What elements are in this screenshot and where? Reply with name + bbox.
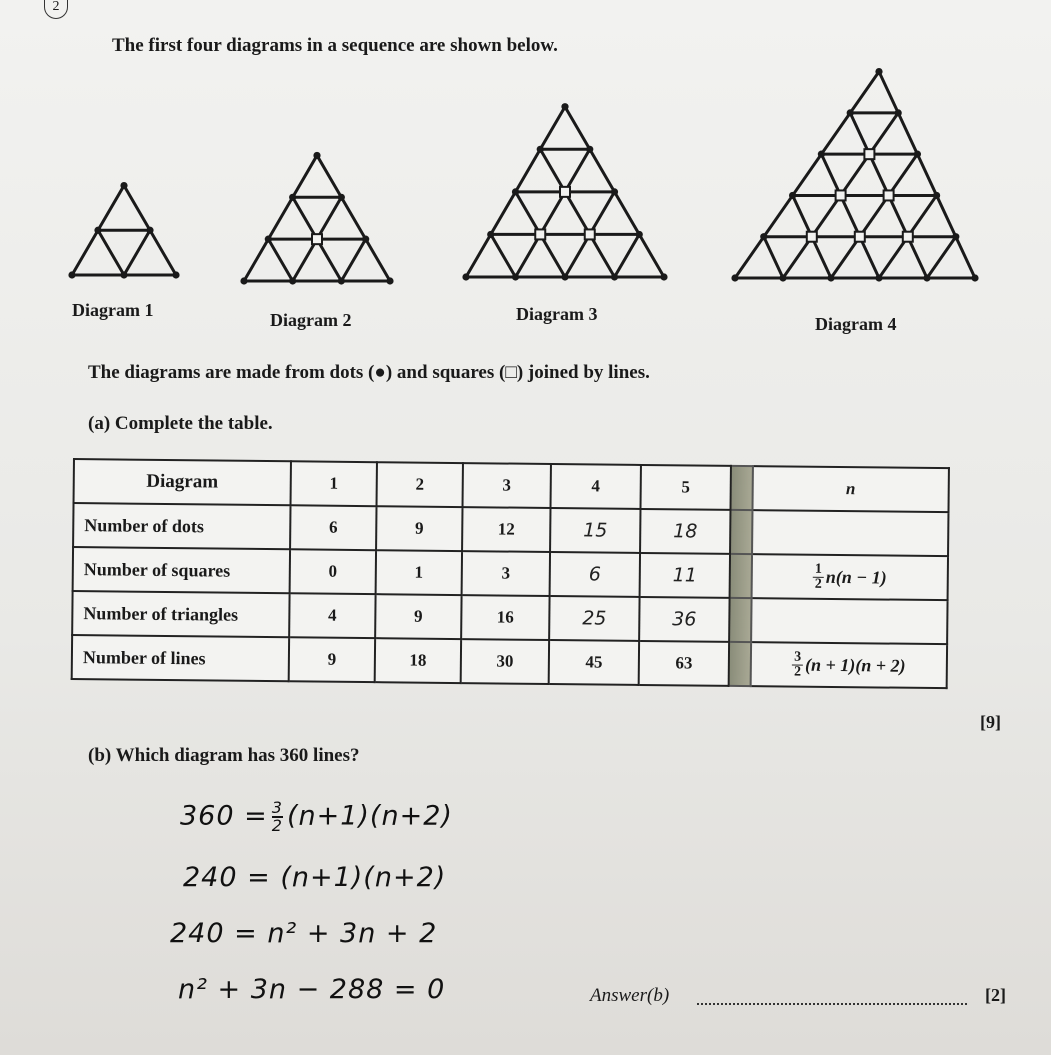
cell: 63 (639, 641, 729, 686)
lattice-line (268, 239, 292, 281)
lattice-line (516, 149, 541, 192)
sequence-diagrams (0, 0, 1051, 340)
dot (68, 271, 75, 278)
lattice-line (565, 107, 590, 150)
square (560, 187, 570, 197)
diagram-3-label: Diagram 3 (516, 304, 598, 324)
answer-input-line[interactable] (697, 1003, 967, 1005)
lattice-line (516, 234, 541, 277)
part-b-question: (b) Which diagram has 360 lines? (88, 745, 360, 766)
formula-expression: (n + 1)(n + 2) (805, 654, 906, 676)
lattice-line (831, 237, 860, 278)
dot (386, 277, 393, 284)
marks-part-a: [9] (980, 712, 1001, 732)
dot (512, 273, 519, 280)
cell: 6 (290, 505, 376, 550)
diagram-4 (731, 68, 978, 282)
answer-cell[interactable]: 36 (639, 597, 729, 642)
square (585, 229, 595, 239)
binding-shadow (730, 510, 752, 554)
square (312, 234, 322, 244)
cell: 18 (375, 638, 461, 683)
dot (895, 109, 902, 116)
lattice-line (869, 154, 888, 195)
lattice-line (491, 234, 516, 277)
lattice-line (565, 149, 590, 192)
working-line-2: 240 = (n+1)(n+2) (183, 862, 447, 893)
dot (338, 277, 345, 284)
table-row-lines (72, 635, 947, 688)
row-label: Number of triangles (72, 591, 289, 637)
row-label: Number of lines (72, 635, 289, 681)
answer-cell[interactable]: 25 (549, 596, 639, 641)
lattice-line (466, 234, 491, 277)
answer-cell-n[interactable] (752, 510, 948, 556)
lattice-line (793, 154, 822, 195)
dot (760, 233, 767, 240)
lattice-line (615, 192, 640, 235)
cell: 45 (549, 640, 639, 685)
dot (537, 146, 544, 153)
dot (875, 274, 882, 281)
lattice-line (812, 195, 841, 236)
diagram-3 (462, 103, 667, 280)
lattice-line (341, 197, 365, 239)
binding-shadow (730, 466, 752, 510)
lattice-line (590, 234, 615, 277)
lattice-line (908, 195, 937, 236)
dot (362, 236, 369, 243)
lattice-line (860, 237, 879, 278)
lattice-line (889, 154, 918, 195)
cell: 9 (376, 506, 462, 551)
lattice-line (293, 239, 317, 281)
diagram-1-label: Diagram 1 (72, 300, 154, 320)
dot (289, 277, 296, 284)
question-number: 2 (44, 0, 68, 19)
cell: 9 (289, 637, 375, 682)
dot (120, 271, 127, 278)
dot (636, 231, 643, 238)
lattice-line (821, 113, 850, 154)
binding-shadow (730, 554, 752, 598)
dot (487, 231, 494, 238)
dot (827, 274, 834, 281)
lattice-line (764, 195, 793, 236)
lattice-line (937, 195, 956, 236)
lattice-line (244, 239, 268, 281)
dot (561, 273, 568, 280)
square (855, 232, 865, 242)
cell: 4 (289, 593, 375, 638)
lattice-line (927, 237, 956, 278)
dot (847, 109, 854, 116)
lattice-line (898, 113, 917, 154)
formula-cell (752, 554, 948, 600)
header-n: n (752, 466, 948, 512)
dot (462, 273, 469, 280)
row-label: Number of squares (73, 547, 290, 593)
lattice-line (540, 107, 565, 150)
lattice-line (764, 237, 783, 278)
dot (338, 194, 345, 201)
lattice-line (869, 113, 898, 154)
lattice-line (879, 72, 898, 113)
cell: 16 (461, 595, 549, 640)
binding-shadow (729, 642, 751, 686)
lattice-line (841, 195, 860, 236)
lattice-line (317, 239, 341, 281)
square (836, 190, 846, 200)
lattice-line (124, 186, 150, 231)
cell: 1 (376, 550, 462, 595)
lattice-line (98, 230, 124, 275)
lattice-line (317, 197, 341, 239)
lattice-line (540, 234, 565, 277)
header-4: 4 (551, 464, 641, 509)
dot (660, 273, 667, 280)
lattice-line (268, 197, 292, 239)
lattice-line (615, 234, 640, 277)
dot (172, 271, 179, 278)
header-2: 2 (377, 462, 463, 507)
diagram-1 (68, 182, 179, 279)
answer-cell-n[interactable] (751, 598, 947, 644)
lattice-line (850, 72, 879, 113)
lattice-line (783, 237, 812, 278)
lattice-line (850, 113, 869, 154)
cell: 30 (461, 639, 549, 684)
lattice-line (917, 154, 936, 195)
dot (952, 233, 959, 240)
lattice-line (793, 195, 812, 236)
header-5: 5 (640, 465, 730, 510)
dot (146, 227, 153, 234)
lattice-line (341, 239, 365, 281)
cell: 12 (462, 507, 550, 552)
dot (512, 188, 519, 195)
lattice-line (821, 154, 840, 195)
intro-text: The first four diagrams in a sequence are shown below. (112, 35, 558, 56)
dot (94, 227, 101, 234)
square (884, 190, 894, 200)
square (535, 229, 545, 239)
lattice-line (639, 234, 664, 277)
diagram-4-label: Diagram 4 (815, 314, 897, 334)
fraction: $\frac{1}{2}$ (814, 561, 822, 592)
dot (933, 192, 940, 199)
lattice-line (860, 195, 889, 236)
lattice-line (889, 195, 908, 236)
binding-shadow (729, 598, 751, 642)
dot (611, 188, 618, 195)
lattice-line (150, 230, 176, 275)
fraction: $\frac{3}{2}$ (793, 649, 802, 680)
dot (731, 274, 738, 281)
dot (586, 146, 593, 153)
lattice-line (590, 149, 615, 192)
lattice-line (124, 230, 150, 275)
lattice-line (491, 192, 516, 235)
cell: 3 (462, 551, 550, 596)
lattice-line (879, 237, 908, 278)
dot (265, 236, 272, 243)
dot (120, 182, 127, 189)
formula-expression: n(n − 1) (825, 566, 887, 588)
working-line-3: 240 = n² + 3n + 2 (170, 918, 438, 949)
dot (289, 194, 296, 201)
lattice-line (812, 237, 831, 278)
lattice-line (565, 192, 590, 235)
sequence-table (71, 458, 950, 689)
cell: 0 (290, 549, 376, 594)
dot (779, 274, 786, 281)
answer-cell[interactable]: 6 (550, 552, 640, 597)
lattice-line (841, 154, 870, 195)
formula-cell (751, 642, 947, 688)
answer-label: Answer(b) (590, 985, 670, 1006)
dot (818, 151, 825, 158)
dot (313, 152, 320, 159)
diagram-2 (240, 152, 393, 285)
dot (240, 277, 247, 284)
answer-cell[interactable]: 15 (550, 508, 640, 553)
lattice-line (540, 192, 565, 235)
dot (914, 151, 921, 158)
lattice-line (317, 155, 341, 197)
lattice-line (516, 192, 541, 235)
header-3: 3 (463, 463, 551, 508)
square (864, 149, 874, 159)
dot (923, 274, 930, 281)
square (807, 232, 817, 242)
lattice-line (366, 239, 390, 281)
working-fraction: $\frac{3}{2}$ (271, 798, 283, 835)
dots-squares-sentence: The diagrams are made from dots (●) and squares (□) joined by lines. (88, 362, 650, 383)
working-line-4: n² + 3n − 288 = 0 (178, 974, 446, 1005)
cell: 9 (375, 594, 461, 639)
lattice-line (590, 192, 615, 235)
lattice-line (565, 234, 590, 277)
dot (875, 68, 882, 75)
lattice-line (735, 237, 764, 278)
answer-cell[interactable]: 11 (640, 553, 730, 598)
lattice-line (293, 197, 317, 239)
lattice-line (908, 237, 927, 278)
part-a-instruction: (a) Complete the table. (88, 413, 273, 434)
square (903, 232, 913, 242)
marks-part-b: [2] (985, 985, 1006, 1005)
dot (611, 273, 618, 280)
lattice-line (72, 230, 98, 275)
dot (561, 103, 568, 110)
answer-cell[interactable]: 18 (640, 509, 730, 554)
lattice-line (540, 149, 565, 192)
row-label: Number of dots (73, 503, 290, 549)
working-line-1: 360 = $\frac{3}{2} (n+1)(n+2)$ (180, 798, 453, 835)
dot (971, 274, 978, 281)
lattice-line (98, 186, 124, 231)
dot (789, 192, 796, 199)
diagram-2-label: Diagram 2 (270, 310, 352, 330)
header-diagram: Diagram (74, 459, 291, 505)
lattice-line (293, 155, 317, 197)
lattice-line (956, 237, 975, 278)
header-1: 1 (291, 461, 377, 506)
